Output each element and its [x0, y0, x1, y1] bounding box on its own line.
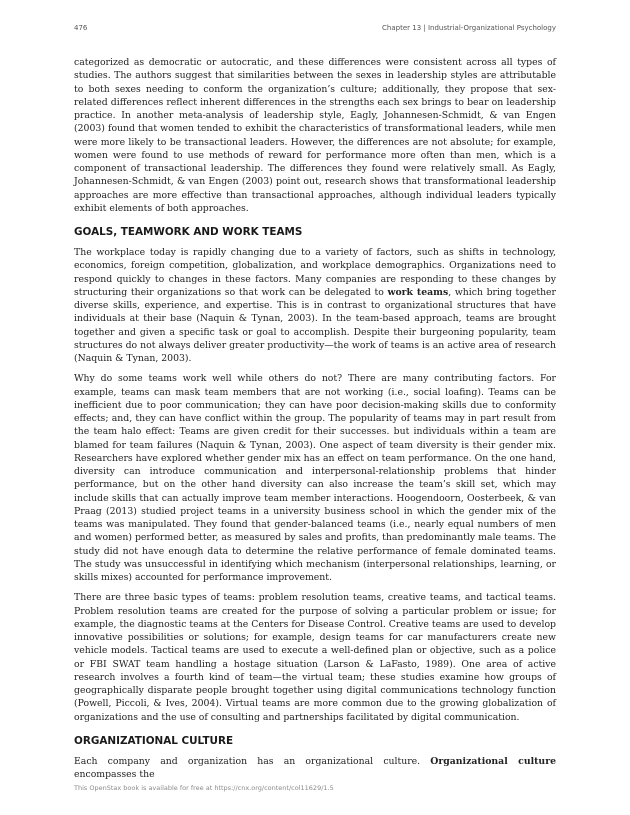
paragraph-team-performance: Why do some teams work well while others do not? There are many contributing factors. For example, teams can mask team members that are not working (i.e., social loafing). Teams can be inefficient due to poor communication; they can have poor decision-making skills due to conformity effects; and, they can have conflict within the group. The popularity of teams may in part result from the team halo effect: Teams are given credit for their successes. but individuals within a team are blamed for team failures (Naquin & Tynan, 2003). One aspect of team diversity is their gender mix. Researchers have explored whether gender mix has an effect on team performance. On the one hand, diversity can introduce communication and interpersonal-relationship problems that hinder performance, but on the other hand diversity can also increase the team’s skill set, which may include skills that can actually improve team member interactions. Hoogendoorn, Oosterbeek, & van Praag (2013) studied project teams in a university business school in which the gender mix of the teams was manipulated. They found that gender-balanced teams (i.e., nearly equal numbers of men and women) performed better, as measured by sales and profits, than predominantly male teams. The study did not have enough data to determine the relative performance of female dominated teams. The study was unsuccessful in identifying which mechanism (interpersonal relationships, learning, or skills mixes) accounted for performance improvement.	[74, 373, 556, 583]
running-head: Chapter 13 | Industrial-Organizational Psychology	[382, 24, 556, 32]
page-header	[74, 24, 556, 36]
text-run: encompasses the	[74, 769, 155, 780]
paragraph-team-types: There are three basic types of teams: problem resolution teams, creative teams, and tactical teams. Problem resolution teams are created for the purpose of solving a particular problem or issue; for example, the diagnostic teams at the Centers for Disease Control. Creative teams are used to develop innovative possibilities or solutions; for example, design teams for car manufacturers create new vehicle models. Tactical teams are used to execute a well-defined plan or objective, such as a police or FBI SWAT team handling a hostage situation (Larson & LaFasto, 1989). One area of active research involves a fourth kind of team—the virtual team; these studies examine how groups of geographically disparate people brought together using digital communications technology function (Powell, Piccoli, & Ives, 2004). Virtual teams are more common due to the growing globalization of organizations and the use of consulting and partnerships facilitated by digital communication.	[74, 592, 556, 723]
page-body	[74, 56, 556, 788]
key-term-organizational-culture: Organizational culture	[430, 755, 557, 767]
page-number: 476	[74, 24, 88, 32]
key-term-work-teams: work teams	[387, 286, 449, 298]
paragraph-organizational-culture	[74, 755, 556, 782]
paragraph-work-teams	[74, 246, 556, 365]
paragraph-leadership-continued: categorized as democratic or autocratic, and these differences were consistent across all types of studies. The authors suggest that similarities between the sexes in leadership styles are attributable to both sexes needing to conform the organization’s culture; additionally, they propose that sex-related differences reflect inherent differences in the strengths each sex brings to bear on leadership practice. In another meta-analysis of leadership style, Eagly, Johannesen-Schmidt, & van Engen (2003) found that women tended to exhibit the characteristics of transformational leaders, while men were more likely to be transactional leaders. However, the differences are not absolute; for example, women were found to use methods of reward for performance more often than men, which is a component of transactional leadership. The differences they found were relatively small. As Eagly, Johannesen-Schmidt, & van Engen (2003) point out, research shows that transformational leadership approaches are more effective than transactional approaches, although individual leaders typically exhibit elements of both approaches.	[74, 57, 556, 214]
section-heading-teams: GOALS, TEAMWORK AND WORK TEAMS	[74, 226, 303, 238]
text-run: , which bring together diverse skills, experience, and expertise. This is in contrast to organizational structures that have individuals at their base (Naquin & Tynan, 2003). In the team-based approach, teams are brought together and given a specific task or goal to accomplish. Despite their burgeoning popularity, team structures do not always deliver greater productivity—the work of teams is an active area of research (Naquin & Tynan, 2003).	[74, 286, 556, 364]
text-run: Each company and organization has an organizational culture.	[74, 755, 431, 767]
section-heading-culture: ORGANIZATIONAL CULTURE	[74, 734, 234, 747]
page-footer: This OpenStax book is available for free at https://cnx.org/content/col11629/1.5	[74, 784, 334, 792]
text-run: The workplace today is rapidly changing due to a variety of factors, such as shifts in technology, economics, foreign competition, globalization, and workplace demographics. Organizations need to respond quickly to changes in these factors. Many companies are responding to these changes by structuring their organizations so that work can be delegated to	[74, 247, 556, 298]
